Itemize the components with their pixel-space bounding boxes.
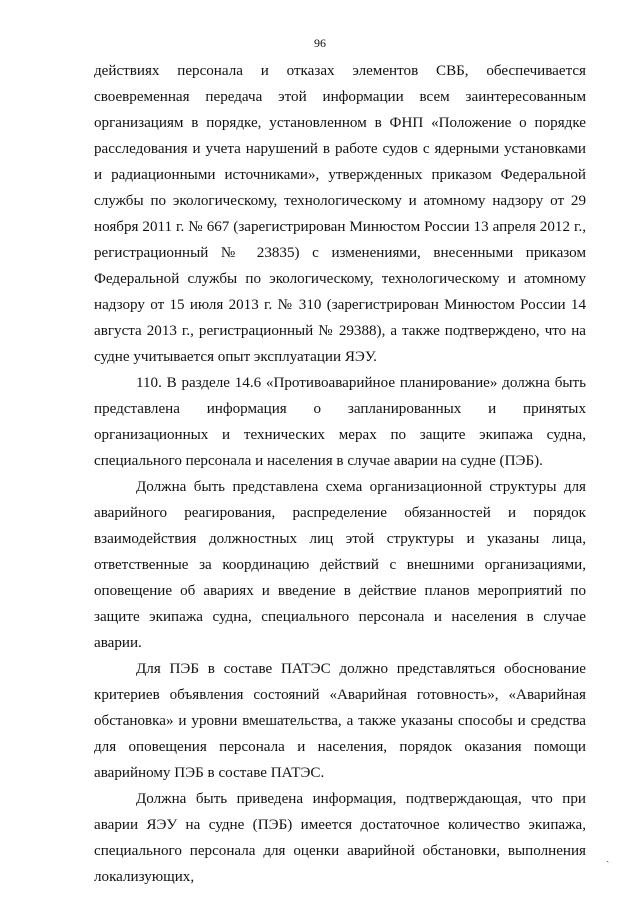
paragraph-personnel: Должна быть приведена информация, подтверждающая, что при аварии ЯЭУ на судне (ПЭБ) имеется достаточное количество экипажа, специального персонала для оценки аварийной обстановки, выполнения локализующих, (94, 791, 586, 885)
paragraph-item-110: 110. В разделе 14.6 «Противоаварийное планирование» должна быть представлена информация о запланированных и принятых организационных и технических мерах по защите экипажа судна, специального персонала и населения в случае аварии на судне (ПЭБ). (94, 375, 586, 469)
document-body (94, 58, 586, 890)
scan-mark: ˎ (606, 852, 610, 863)
paragraph-criteria: Для ПЭБ в составе ПАТЭС должно представляться обоснование критериев объявления состояний «Аварийная готовность», «Аварийная обстановка» и уровни вмешательства, а также указаны способы и средства для оповещения персонала и населения, порядок оказания помощи аварийному ПЭБ в составе ПАТЭС. (94, 661, 586, 781)
paragraph-continuation: действиях персонала и отказах элементов СВБ, обеспечивается своевременная передача этой информации всем заинтересованным организациям в порядке, установленном в ФНП «Положение о порядке расследования и учета нарушений в работе судов с ядерными установками и радиационными источниками», утвержденных приказом Федеральной службы по экологическому, технологическому и атомному надзору от 29 ноября 2011 г. № 667 (зарегистрирован Минюстом России 13 апреля 2012 г., регистрационный № 23835) с изменениями, внесенными приказом Федеральной службы по экологическому, технологическому и атомному надзору от 15 июля 2013 г. № 310 (зарегистрирован Минюстом России 14 августа 2013 г., регистрационный № 29388), а также подтверждено, что на судне учитывается опыт эксплуатации ЯЭУ. (94, 63, 586, 365)
page-number: 96 (314, 36, 326, 50)
paragraph-org-structure: Должна быть представлена схема организационной структуры для аварийного реагирования, распределение обязанностей и порядок взаимодействия должностных лиц этой структуры и указаны лица, ответственные за координацию действий с внешними организациями, оповещение об авариях и введение в действие планов мероприятий по защите экипажа судна, специального персонала и населения в случае аварии. (94, 479, 586, 651)
